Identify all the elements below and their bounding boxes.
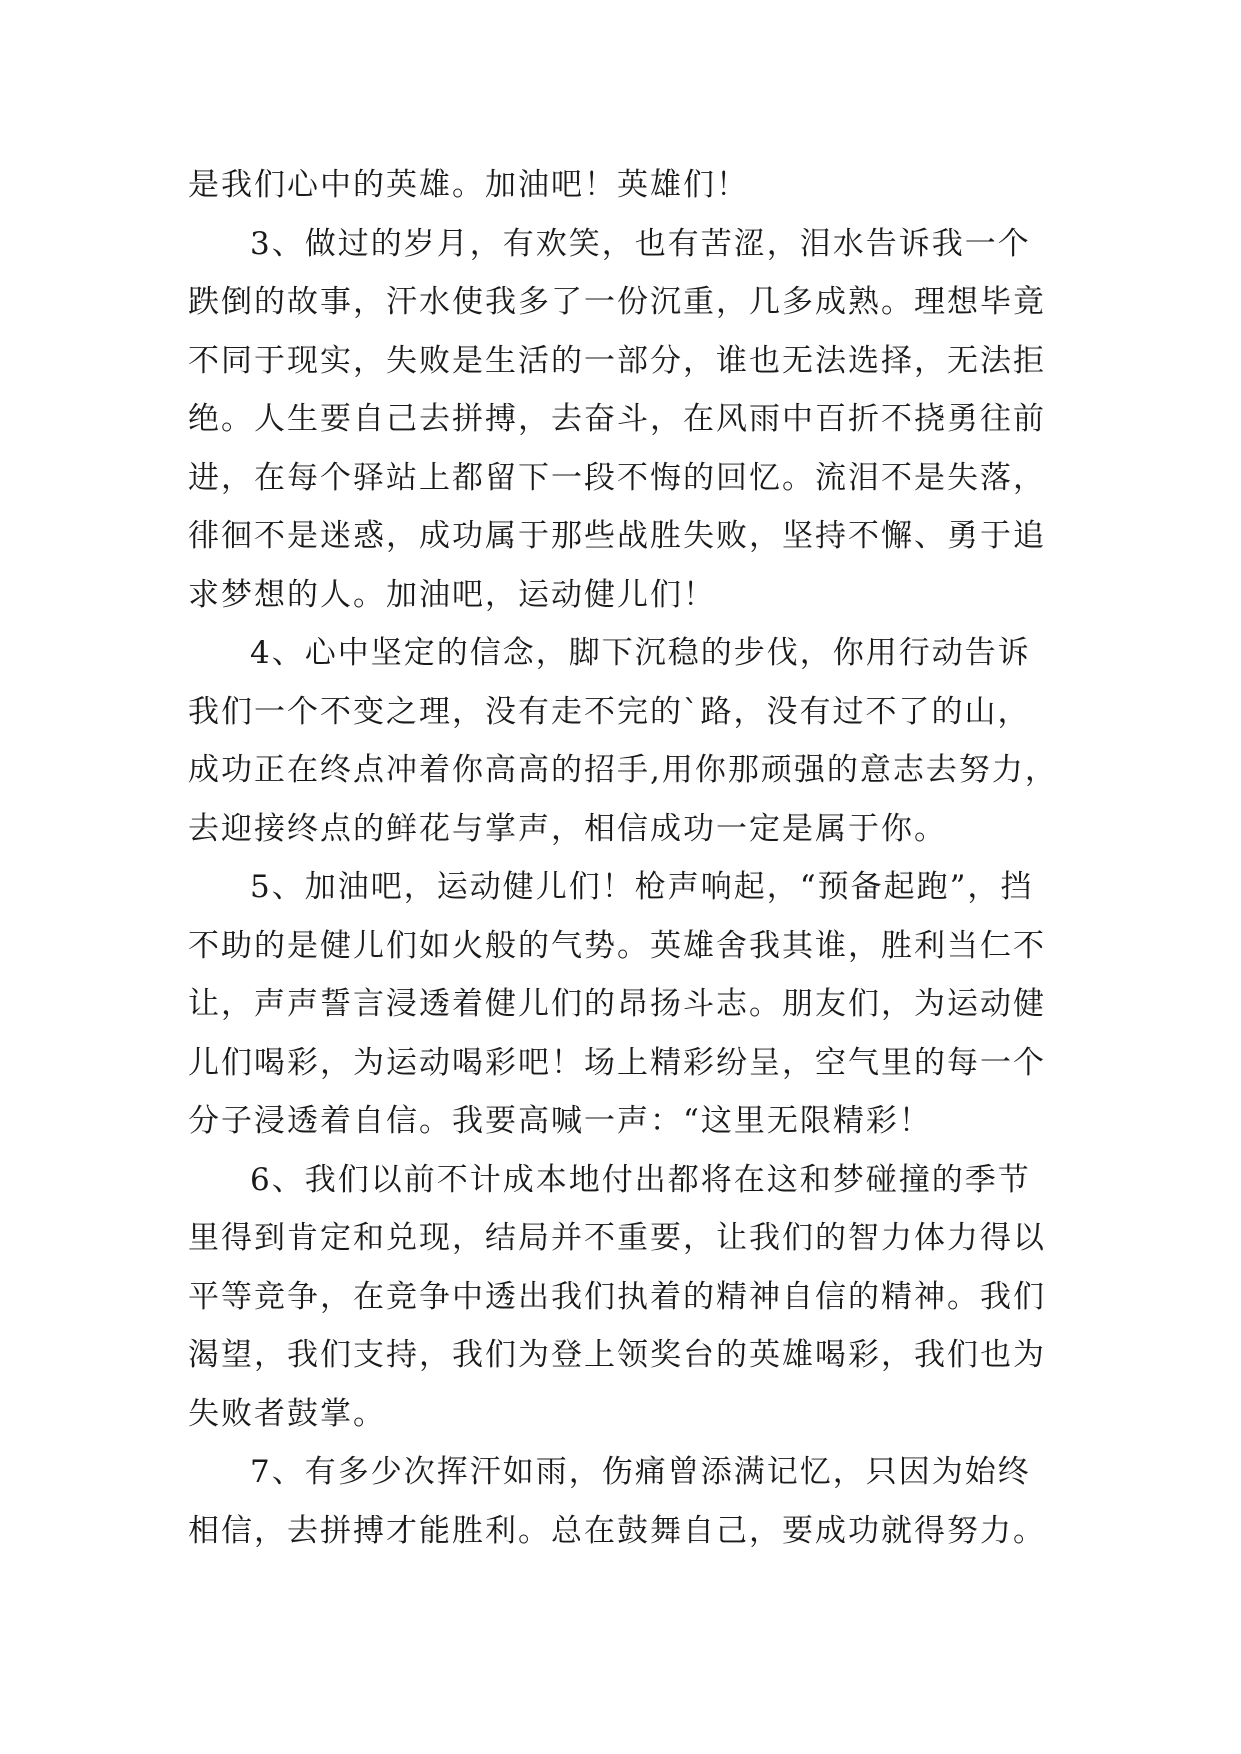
text-line: 失败者鼓掌。 [188,1395,386,1432]
text-line: 跌倒的故事，汗水使我多了一份沉重，几多成熟。理想毕竟 [188,284,1046,320]
paragraph-4 [188,624,1068,858]
text-line: 徘徊不是迷惑，成功属于那些战胜失败，坚持不懈、勇于追 [188,518,1046,554]
document-body [188,156,1068,1560]
paragraph-3 [188,215,1068,625]
text-line: 让，声声誓言浸透着健儿们的昂扬斗志。朋友们，为运动健 [188,986,1046,1022]
text-line: 分子浸透着自信。我要高喊一声：“这里无限精彩！ [188,1103,932,1139]
text-line: 3、做过的岁月，有欢笑，也有苦涩，泪水告诉我一个 [250,225,1031,262]
text-line: 儿们喝彩，为运动喝彩吧！场上精彩纷呈，空气里的每一个 [188,1044,1046,1081]
text-line: 我们一个不变之理，没有走不完的`路，没有过不了的山， [188,693,1031,730]
text-line: 绝。人生要自己去拼搏，去奋斗，在风雨中百折不挠勇往前 [188,401,1046,437]
text-line: 成功正在终点冲着你高高的招手,用你那顽强的意志去努力， [188,752,1058,788]
text-line: 相信，去拼搏才能胜利。总在鼓舞自己，要成功就得努力。 [188,1512,1046,1549]
paragraph-6 [188,1151,1068,1444]
paragraph [188,156,1068,215]
text-line: 求梦想的人。加油吧，运动健儿们！ [188,576,716,613]
text-line: 进，在每个驿站上都留下一段不悔的回忆。流泪不是失落， [188,459,1046,496]
text-line: 里得到肯定和兑现，结局并不重要，让我们的智力体力得以 [188,1220,1046,1256]
text-line: 不助的是健儿们如火般的气势。英雄舍我其谁，胜利当仁不 [188,927,1046,964]
text-line: 渴望，我们支持，我们为登上领奖台的英雄喝彩，我们也为 [188,1337,1046,1373]
paragraph-5 [188,858,1068,1151]
text-line: 平等竞争，在竞争中透出我们执着的精神自信的精神。我们 [188,1278,1046,1315]
text-line: 去迎接终点的鲜花与掌声，相信成功一定是属于你。 [188,810,947,847]
text-line: 是我们心中的英雄。加油吧！英雄们！ [188,167,749,203]
text-line: 5、加油吧，运动健儿们！枪声响起，“预备起跑”，挡 [250,869,1034,905]
text-line: 4、心中坚定的信念，脚下沉稳的步伐，你用行动告诉 [250,635,1031,671]
text-line: 不同于现实，失败是生活的一部分，谁也无法选择，无法拒 [188,342,1046,379]
text-line: 7、有多少次挥汗如雨，伤痛曾添满记忆，只因为始终 [250,1454,1031,1490]
paragraph-7 [188,1443,1068,1560]
text-line: 6、我们以前不计成本地付出都将在这和梦碰撞的季节 [250,1161,1031,1198]
